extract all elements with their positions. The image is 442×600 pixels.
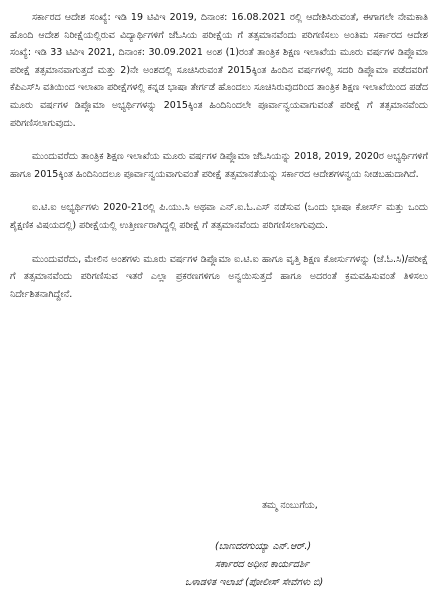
paragraph-1: ಸರ್ಕಾರದ ಆದೇಶ ಸಂಖ್ಯೆ: ಇಡಿ 19 ಟಿವಿಇ 2019, ದಿನಾಂಕ: 16.08.2021 ರಲ್ಲಿ ಆದೇಶಿಸಿರುವಂತೆ, ಈಗಾಗಲೇ ನೇಮಕಾತಿ ಹೊಂದಿ ಆದೇಶ ನಿರೀಕ್ಷೆಯಲ್ಲಿರುವ ವಿದ್ಯಾರ್ಥಿಗಳಿಗೆ ಜೆಓಸಿಯ ಪರೀಕ್ಷೆಯ ಗೆ ತತ್ಸಮಾನವೆಂದು ಪರಿಗಣಿಸಲು ಅಂತಿಮ ಸರ್ಕಾರದ ಆದೇಶ ಸಂಖ್ಯೆ: ಇಡಿ 33 ಟಿವಿಇ 2021, ದಿನಾಂಕ: 30.09.2021 ಅಂಶ (1)ರಂತೆ ತಾಂತ್ರಿಕ ಶಿಕ್ಷಣ ಇಲಾಖೆಯ ಮೂರು ವರ್ಷಗಳ ಡಿಪ್ಲೊಮಾ ಪರೀಕ್ಷೆ ತತ್ಸಮಾನವಾಗುತ್ತದೆ ಮತ್ತು 2)ನೇ ಅಂಶದಲ್ಲಿ ಸೂಚಿಸಿರುವಂತೆ 2015ಕ್ಕಿಂತ ಹಿಂದಿನ ವರ್ಷಗಳಲ್ಲಿ ಸದರಿ ಡಿಪ್ಲೊಮಾ ಪಡೆದವರಿಗೆ ಕೆಪಿಎಸ್‌ಸಿ ವತಿಯಿಂದ ಇಲಾಖಾ ಪರೀಕ್ಷೆಗಳಲ್ಲಿ ಕನ್ನಡ ಭಾಷಾ ತೇರ್ಗಡೆ ಹೊಂದಲು ಸೂಚಿಸಿರುವುದರಿಂದ ತಾಂತ್ರಿಕ ಶಿಕ್ಷಣ ಇಲಾಖೆಯಿಂದ ಪಡೆದ ಮೂರು ವರ್ಷಗಳ ಡಿಪ್ಲೊಮಾ ಅಭ್ಯರ್ಥಿಗಳನ್ನು 2015ಕ್ಕಿಂತ ಹಿಂದಿನಿಂದಲೇ ಪೂರ್ವಾನ್ವಯವಾಗುವಂತೆ ಪರೀಕ್ಷೆ ಗೆ ತತ್ಸಮಾನವೆಂದು ಪರಿಗಣಿಸಲಾಗುವುದು. [10, 12, 428, 129]
paragraph-4: ಮುಂದುವರೆದು, ಮೇಲಿನ ಅಂಶಗಳು ಮೂರು ವರ್ಷಗಳ ಡಿಪ್ಲೊಮಾ ಐ.ಟಿ.ಐ ಹಾಗೂ ವೃತ್ತಿ ಶಿಕ್ಷಣ ಕೋರ್ಸುಗಳನ್ನು (ಜೆ.ಓ.ಸಿ)/ಪರೀಕ್ಷೆ ಗೆ ತತ್ಸಮಾನವೆಂದು ಪರಿಗಣಿಸುವ ಇತರೆ ಎಲ್ಲಾ ಪ್ರಕರಣಗಳಿಗೂ ಅನ್ವಯಿಸುತ್ತದೆ ಹಾಗೂ ಅದರಂತೆ ಕ್ರಮವಹಿಸುವಂತೆ ತಿಳಿಸಲು ನಿರ್ದೇಶಿತನಾಗಿದ್ದೇನೆ. [10, 253, 428, 300]
closing-line: ತಮ್ಮ ನಂಬುಗೆಯ, [262, 500, 318, 511]
signatory-office: ಒಳಾಡಳಿತ ಇಲಾಖೆ (ಪೋಲೀಸ್ ಸೇವೆಗಳು ಬಿ) [185, 577, 324, 588]
paragraph-3: ಐ.ಟಿ.ಐ ಅಭ್ಯರ್ಥಿಗಳು 2020-21ರಲ್ಲಿ ಪಿ.ಯು.ಸಿ ಅಥವಾ ಎನ್.ಐ.ಓ.ಎಸ್ ನಡೆಸುವ (ಒಂದು ಭಾಷಾ ಕೋರ್ಸ್ ಮತ್ತು ಒಂದು ಶೈಕ್ಷಣಿಕ ವಿಷಯದಲ್ಲಿ) ಪರೀಕ್ಷೆಯಲ್ಲಿ ಉತ್ತೀರ್ಣರಾಗಿದ್ದಲ್ಲಿ ಪರೀಕ್ಷೆ ಗೆ ತತ್ಸಮಾನವೆಂದು ಪರಿಗಣಿಸಲಾಗುವುದು. [10, 202, 428, 231]
paragraph-2: ಮುಂದುವರೆದು ತಾಂತ್ರಿಕ ಶಿಕ್ಷಣ ಇಲಾಖೆಯ ಮೂರು ವರ್ಷಗಳ ಡಿಪ್ಲೊಮಾ ಜೆಓಸಿಯನ್ನು 2018, 2019, 2020ರ ಅಭ್ಯರ್ಥಿಗಳಿಗೆ ಹಾಗೂ 2015ಕ್ಕಿಂತ ಹಿಂದಿನಿಂದಲೂ ಪೂರ್ವಾನ್ವಯವಾಗುವಂತೆ ಪರೀಕ್ಷೆ ತತ್ಸಮಾನತೆಯನ್ನು ಸರ್ಕಾರದ ಆದೇಶಗಳನ್ವಯ ನೀಡಬಹುದಾಗಿದೆ. [10, 151, 428, 180]
signatory-name: (ಬಾಣದರಗುಯ್ಯಾ ಎನ್.ಆರ್.) [215, 541, 312, 552]
signatory-designation: ಸರ್ಕಾರದ ಅಧೀನ ಕಾರ್ಯದರ್ಶಿ [215, 559, 310, 570]
